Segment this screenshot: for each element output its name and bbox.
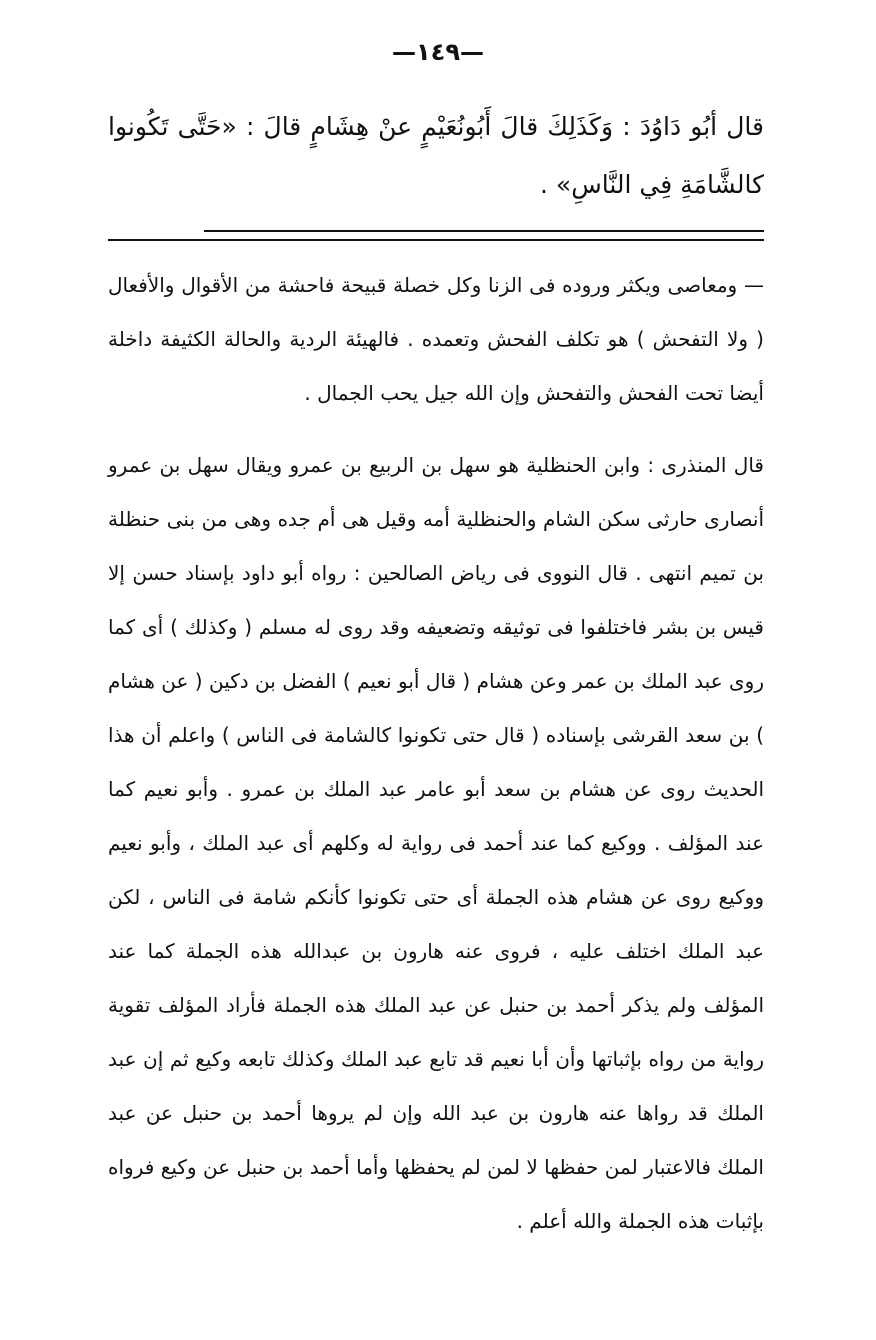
commentary-section xyxy=(108,258,764,1248)
separator-rule-full xyxy=(108,239,764,241)
hadith-text: قال أبُو دَاوُدَ : وَكَذَلِكَ قالَ أَبُونُعَيْمٍ عنْ هِشَامٍ قالَ : «حَتَّى تَكُونوا كالشَّامَةِ فِي النَّاسِ» . xyxy=(108,112,764,199)
commentary-paragraph-1: — ومعاصى ويكثر وروده فى الزنا وكل خصلة قبيحة فاحشة من الأقوال والأفعال ( ولا التفحش ) هو تكلف الفحش وتعمده . فالهيئة الردية والحالة الكثيفة داخلة أيضا تحت الفحش والتفحش وإن الله جيل يحب الجمال . xyxy=(108,273,764,405)
page-number: —١٤٩— xyxy=(392,38,484,66)
separator-rules xyxy=(108,228,764,242)
separator-rule-short xyxy=(204,230,764,232)
commentary-paragraph-2: قال المنذرى : وابن الحنظلية هو سهل بن الربيع بن عمرو ويقال سهل بن عمرو أنصارى حارثى سكن الشام والحنظلية أمه وقيل هى أم جده وهى من بنى حنظلة بن تميم انتهى . قال النووى فى رياض الصالحين : رواه أبو داود بإسناد حسن إلا قيس بن بشر فاختلفوا فى توثيقه وتضعيفه وقد روى له مسلم ( وكذلك ) أى كما روى عبد الملك بن عمر وعن هشام ( قال أبو نعيم ) الفضل بن دكين ( عن هشام ) بن سعد القرشى بإسناده ( قال حتى تكونوا كالشامة فى الناس ) واعلم أن هذا الحديث روى عن هشام بن سعد أبو عامر عبد الملك بن عمرو . وأبو نعيم كما عند المؤلف . ووكيع كما عند أحمد فى رواية له وكلهم أى عبد الملك ، وأبو نعيم ووكيع روى عن هشام هذه الجملة أى حتى تكونوا كأنكم شامة فى الناس ، لكن عبد الملك اختلف عليه ، فروى عنه هارون بن عبدالله هذه الجملة كما عند المؤلف ولم يذكر أحمد بن حنبل عن عبد الملك هذه الجملة فأراد المؤلف تقوية رواية من رواه بإثباتها وأن أبا نعيم قد تابع عبد الملك وكذلك تابعه وكيع ثم إن عبد الملك قد رواها عنه هارون بن عبد الله وإن لم يروها أحمد بن حنبل عن عبد الملك فالاعتبار لمن حفظها لا لمن لم يحفظها وأما أحمد بن حنبل عن وكيع فرواه بإثبات هذه الجملة والله أعلم . xyxy=(108,453,764,1233)
